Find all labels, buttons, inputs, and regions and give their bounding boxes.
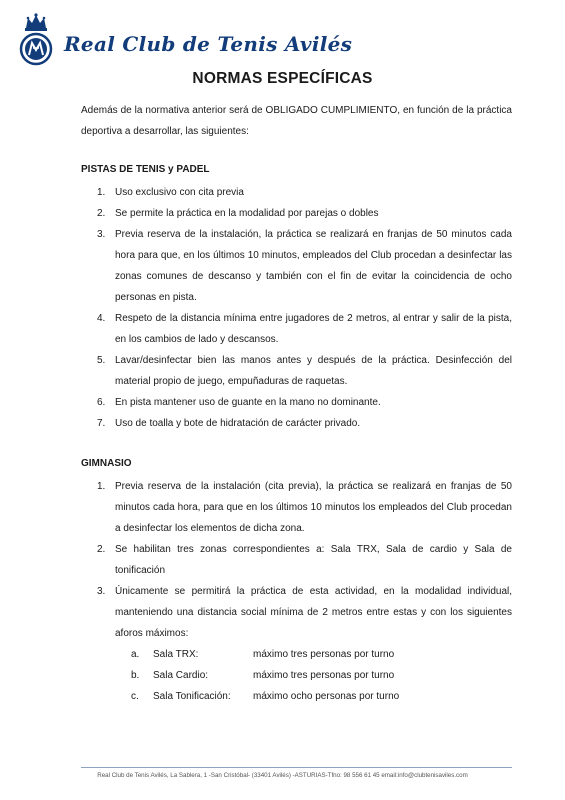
footer-divider — [81, 767, 512, 768]
list-item: 2. Se habilitan tres zonas correspondientes a: Sala TRX, Sala de cardio y Sala de tonificación — [97, 544, 512, 576]
intro-paragraph: Además de la normativa anterior será de OBLIGADO CUMPLIMIENTO, en función de la práctica deportiva a desarrollar, las siguientes: — [81, 105, 512, 137]
sub-list-item: b. Sala Cardio: máximo tres personas por turno — [131, 670, 395, 681]
club-crest-icon — [18, 12, 54, 70]
list-item: 3. Previa reserva de la instalación, la práctica se realizará en franjas de 50 minutos cada hora para que, en los últimos 10 minutos, empleados del Club procedan a desinfectar las zonas comunes de descanso y también con el fin de evitar la coincidencia de ocho personas en pista. — [97, 229, 512, 303]
section-title-pistas: PISTAS DE TENIS y PADEL — [81, 164, 210, 175]
list-item: 5. Lavar/desinfectar bien las manos antes y después de la práctica. Desinfección del material propio de juego, empuñaduras de raquetas. — [97, 355, 512, 387]
list-item: 1. Previa reserva de la instalación (cita previa), la práctica se realizará en franjas de 50 minutos cada hora, para que en los últimos 10 minutos los empleados del Club procedan a desinfectar los elementos de dicha zona. — [97, 481, 512, 534]
sub-list-item: c. Sala Tonificación: máximo ocho personas por turno — [131, 691, 400, 702]
rules-list-gimnasio — [81, 476, 512, 707]
footer-address: Real Club de Tenis Avilés, La Sablera, 1 -San Cristóbal- (33401 Avilés) -ASTURIAS-Tfno: 98 556 61 45 email:info@clubtenisaviles.com — [97, 772, 468, 779]
list-item: 7. Uso de toalla y bote de hidratación de carácter privado. — [97, 418, 361, 429]
list-item: 3. Únicamente se permitirá la práctica de esta actividad, en la modalidad individual, manteniendo una distancia social mínima de 2 metros entre estas y con los siguientes aforos máximos: a. Sala TRX: máximo tres personas por turno b. Sala Cardio: máximo tres personas por turno c. Sala Tonificación: máximo ocho personas por turno — [81, 581, 512, 707]
list-item: 2. Se permite la práctica en la modalidad por parejas o dobles — [97, 208, 379, 219]
capacity-sublist — [115, 644, 512, 707]
list-item: 6. En pista mantener uso de guante en la mano no dominante. — [97, 397, 381, 408]
section-title-gimnasio: GIMNASIO — [81, 458, 132, 469]
list-item: 1. Uso exclusivo con cita previa — [97, 187, 244, 198]
sub-list-item: a. Sala TRX: máximo tres personas por turno — [131, 649, 395, 660]
club-name: Real Club de Tenis Avilés — [64, 32, 353, 56]
letterhead — [18, 12, 418, 72]
page-title: NORMAS ESPECÍFICAS — [192, 70, 373, 87]
rules-list-pistas — [81, 182, 512, 434]
list-item: 4. Respeto de la distancia mínima entre jugadores de 2 metros, al entrar y salir de la pista, en los cambios de lado y descansos. — [97, 313, 512, 345]
